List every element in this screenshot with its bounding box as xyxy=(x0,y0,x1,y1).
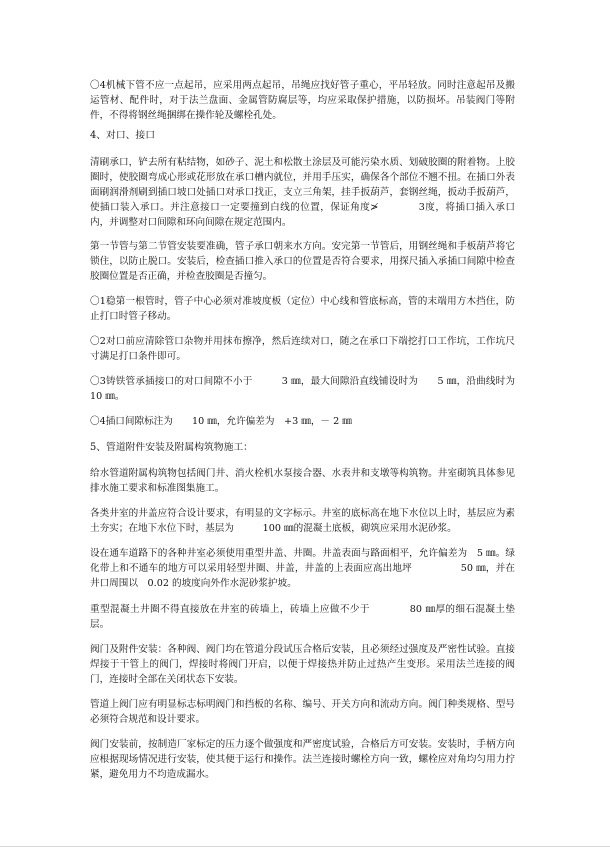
section-heading-joint: 4、对口、接口 xyxy=(90,130,156,141)
para-valve-test: 阀门安装前，按制造厂家标定的压力逐个做强度和严密度试验，合格后方可安装。安装时，手柄方向应根据现场情况进行安装，使其便于运行和操作。法兰连接时螺栓方向一致，螺栓应对角均匀用力拧紧，避免用力不均造成漏水。 xyxy=(90,739,515,780)
para-item-2: 〇2对口前应清除管口杂物并用抹布擦净，然后连续对口，随之在承口下端挖打口工作坑，工作坑尺寸满足打口条件即可。 xyxy=(90,336,515,362)
para-first-pipe: 第一节管与第二节管安装要准确，管子承口朝来水方向。安完第一节管后，用钢丝绳和手板葫芦将它锁住，以防止脱口。安装后，检查插口推入承口的位置是否符合要求，用探尺插入承插口间隙中检查胶圈位置是否正确，并检查胶圈是否撞匀。 xyxy=(90,241,515,282)
para-valve-marking: 管道上阀门应有明显标志标明阀门和挡板的名称、编号、开关方向和流动方向。阀门种类规格、型号必须符合规范和设计要求。 xyxy=(90,699,515,725)
para-mechanical-lowering: 〇4机械下管不应一点起吊，应采用两点起吊，吊绳应找好管子重心，平吊轻放。同时注意起吊及搬运管材、配件时，对于法兰盘面、金属管防腐层等，均应采取保护措施，以防损坏。吊装阀门等附件，不得将钢丝绳捆绑在操作轮及螺栓孔处。 xyxy=(90,80,515,121)
para-well-covers: 各类井室的井盖应符合设计要求，有明显的文字标示。井室的底标高在地下水位以上时，基层应为素土夯实；在地下水位下时，基层为 100 ㎜的混凝土底板，砌筑应采用水泥砂浆。 xyxy=(90,508,515,534)
para-heavy-ring: 重型混凝土井圈不得直接放在井室的砖墙上，砖墙上应做不少于 80 ㎜厚的细石混凝土垫层。 xyxy=(90,604,515,630)
section-heading-fittings: 5、管道附件安装及附属构筑物施工： xyxy=(90,442,253,453)
page-edge-line xyxy=(0,846,610,847)
para-clean-socket: 清刷承口，铲去所有粘结物，如砂子、泥土和松散土涂层及可能污染水质、划破胶圈的附着物。上胶圈时，使胶圈弯成心形或花形放在承口槽内就位，并用手压实，确保各个部位不翘不扭。在插口外表面刷润滑剂刷到插口坡口处插口对承口找正，支立三角架，挂手扳葫芦，套钢丝绳，扳动手扳葫芦，使插口装入承口。并注意接口一定要撞到白线的位置，保证角度≯ 3度，将插口插入承口内，并调整对口间隙和环向间隙在规定范围内。 xyxy=(90,157,515,228)
para-item-4: 〇4插口间隙标注为 10 ㎜，允许偏差为 +3 ㎜，－ 2 ㎜ xyxy=(90,416,352,427)
para-road-wells: 设在通车道路下的各种井室必须使用重型井盖、井圈。井盖表面与路面相平，允许偏差为 5 ㎜。绿化带上和不通车的地方可以采用轻型井圈、井盖，井盖的上表面应高出地坪 50 ㎜，并在井口周围以 0.02 的坡度向外作水泥砂浆护坡。 xyxy=(90,548,515,589)
para-item-3: 〇3铸铁管承插接口的对口间隙不小于 3 ㎜，最大间隙沿直线铺设时为 5 ㎜，沿曲线时为 10 ㎜。 xyxy=(90,376,525,402)
para-structures: 给水管道附属构筑物包括阀门井、消火栓机水泵接合器、水表井和支墩等构筑物。井室砌筑具体参见排水施工要求和标准图集施工。 xyxy=(90,468,515,494)
para-item-1: 〇1稳第一根管时，管子中心必须对准坡度板（定位）中心线和管底标高，管的末端用方木挡住，防止打口时管子移动。 xyxy=(90,296,515,322)
para-valve-install: 阀门及附件安装：各种阀、阀门均在管道分段试压合格后安装，且必须经过强度及严密性试验。直接焊接于干管上的阀门，焊接时将阀门开启，以便于焊接热并防止过热产生变形。采用法兰连接的阀门，连接时全部在关闭状态下安装。 xyxy=(90,644,515,685)
